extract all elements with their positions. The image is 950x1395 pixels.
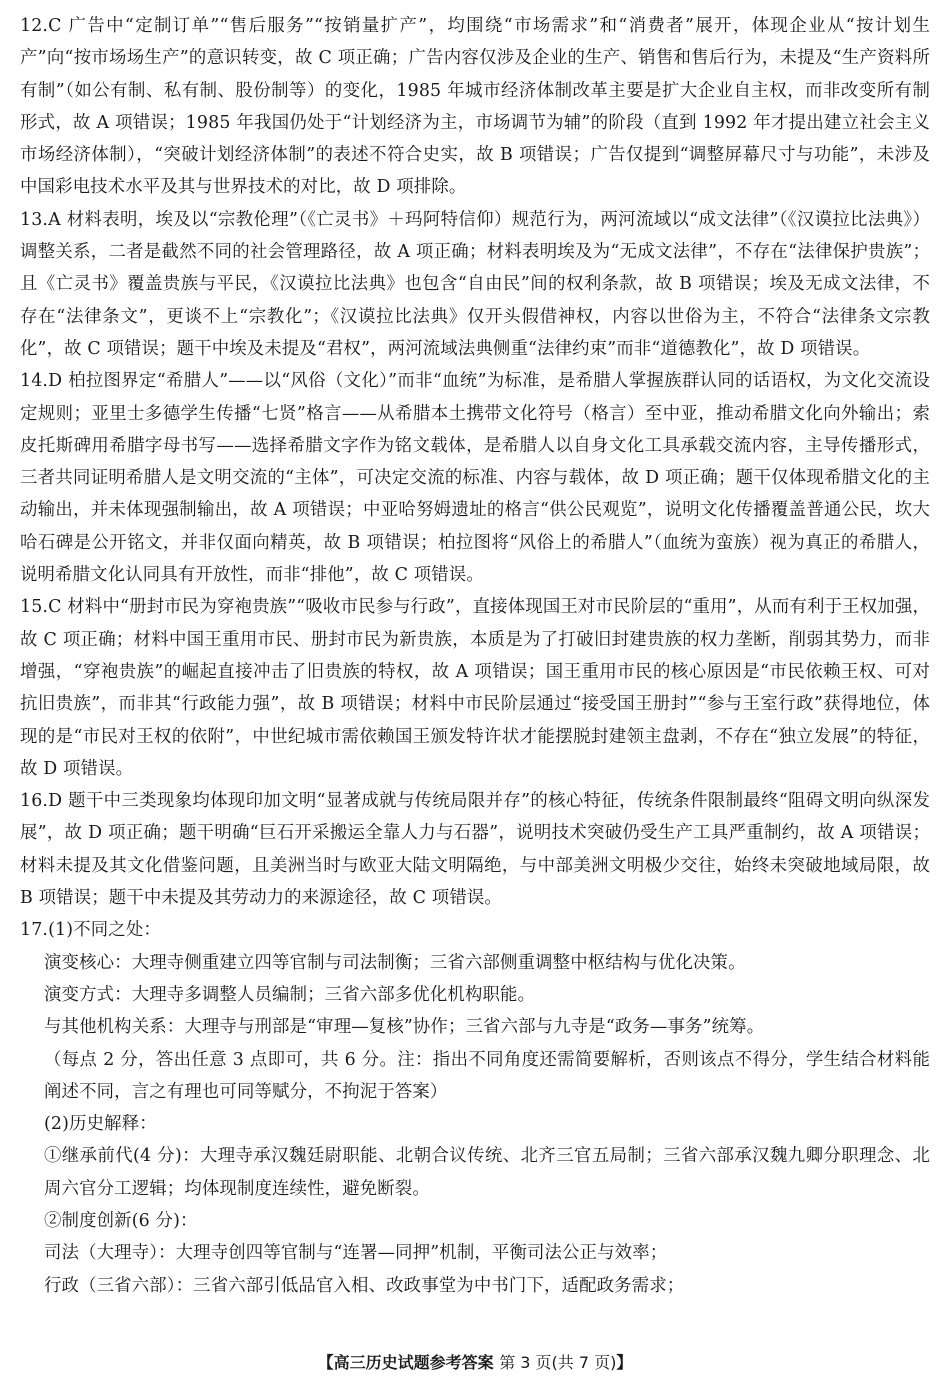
- answer-text: 材料中“册封市民为穿袍贵族”“吸收市民参与行政”，直接体现国王对市民阶层的“重用”，从而有利于王权加强，故 C 项正确；材料中国王重用市民、册封市民为新贵族，本质是为了打破旧封建贵族的权力垄断，削弱其势力，而非增强，“穿袍贵族”的崛起直接冲击了旧贵族的特权，故 A 项错误；国王重用市民的核心原因是“市民依赖王权、可对抗旧贵族”，而非其“行政能力强”，故 B 项错误；材料中市民阶层通过“接受国王册封”“参与王室行政”获得地位，体现的是“市民对王权的依附”，中世纪城市需依赖国王颁发特许状才能摆脱封建领主盘剥，不存在“独立发展”的特征，故 D 项错误。: [20, 597, 930, 779]
- answer-item-16: [20, 785, 930, 914]
- q17-line: 演变方式：大理寺多调整人员编制；三省六部多优化机构职能。: [44, 984, 536, 1005]
- answer-number: 14.D: [20, 371, 63, 392]
- footer-bracket: 】: [616, 1353, 633, 1372]
- q17-line: ②制度创新(6 分)：: [44, 1210, 198, 1231]
- answer-item-12: [20, 10, 930, 204]
- q17-line: 与其他机构关系：大理寺与刑部是“审理—复核”协作；三省六部与九寺是“政务—事务”统筹。: [44, 1017, 765, 1038]
- q17-line: 演变核心：大理寺侧重建立四等官制与司法制衡；三省六部侧重调整中枢结构与优化决策。: [44, 952, 746, 973]
- answer-item-13: [20, 204, 930, 365]
- answer-content: [20, 10, 930, 1302]
- footer-page-number: 第 3 页(共 7 页): [499, 1353, 617, 1372]
- answer-item-14: [20, 365, 930, 591]
- answer-text: 材料表明，埃及以“宗教伦理”（《亡灵书》＋玛阿特信仰）规范行为，两河流域以“成文法律”（《汉谟拉比法典》）调整关系，二者是截然不同的社会管理路径，故 A 项正确；材料表明埃及为“无成文法律”，不存在“法律保护贵族”；且《亡灵书》覆盖贵族与平民，《汉谟拉比法典》也包含“自由民”间的权利条款，故 B 项错误；埃及无成文法律，不存在“法律条文”，更谈不上“宗教化”；《汉谟拉比法典》仅开头假借神权，内容以世俗为主，不符合“法律条文宗教化”，故 C 项错误；题干中埃及未提及“君权”，两河流域法典侧重“法律约束”而非“道德教化”，故 D 项错误。: [20, 209, 930, 359]
- answer-text: 题干中三类现象均体现印加文明“显著成就与传统局限并存”的核心特征，传统条件限制最终“阻碍文明向纵深发展”，故 D 项正确；题干明确“巨石开采搬运全靠人力与石器”，说明技术突破仍受生产工具严重制约，故 A 项错误；材料未提及其文化借鉴问题，且美洲当时与欧亚大陆文明隔绝，与中部美洲文明极少交往，始终未突破地域局限，故 B 项错误；题干中未提及其劳动力的来源途径，故 C 项错误。: [20, 791, 930, 909]
- footer-title: 【高三历史试题参考答案: [317, 1353, 494, 1372]
- q17-subheading: (2)历史解释：: [44, 1114, 157, 1135]
- answer-number: 16.D: [20, 791, 63, 812]
- page-footer: [0, 1350, 950, 1373]
- answer-item-15: [20, 591, 930, 785]
- q17-line: ①继承前代(4 分)：大理寺承汉魏廷尉职能、北朝合议传统、北齐三官五局制；三省六部承汉魏九卿分职理念、北周六官分工逻辑；均体现制度连续性，避免断裂。: [44, 1146, 930, 1199]
- q17-line: 司法（大理寺）：大理寺创四等官制与“连署—同押”机制，平衡司法公正与效率；: [44, 1243, 668, 1264]
- q17-heading: 17.(1)不同之处：: [20, 920, 161, 941]
- q17-scoring-note: （每点 2 分，答出任意 3 点即可，共 6 分。注：指出不同角度还需简要解析，否则该点不得分，学生结合材料能阐述不同，言之有理也可同等赋分，不拘泥于答案）: [44, 1049, 930, 1102]
- answer-text: 柏拉图界定“希腊人”——以“风俗（文化）”而非“血统”为标准，是希腊人掌握族群认同的话语权，为文化交流设定规则；亚里士多德学生传播“七贤”格言——从希腊本土携带文化符号（格言）至中亚，推动希腊文化向外输出；索皮托斯碑用希腊字母书写——选择希腊文字作为铭文载体，是希腊人以自身文化工具承载交流内容，主导传播形式，三者共同证明希腊人是文明交流的“主体”，可决定交流的标准、内容与载体，故 D 项正确；题干仅体现希腊文化的主动输出，并未体现强制输出，故 A 项错误；中亚哈努姆遗址的格言“供公民观览”，说明文化传播覆盖普通公民，坎大哈石碑是公开铭文，并非仅面向精英，故 B 项错误；柏拉图将“风俗上的希腊人”（血统为蛮族）视为真正的希腊人，说明希腊文化认同具有开放性，而非“排他”，故 C 项错误。: [20, 371, 930, 586]
- answer-number: 12.C: [20, 16, 62, 36]
- answer-text: 广告中“定制订单”“售后服务”“按销量扩产”，均围绕“市场需求”和“消费者”展开，体现企业从“按计划生产”向“按市场场生产”的意识转变，故 C 项正确；广告内容仅涉及企业的生产、销售和售后行为，未提及“生产资料所有制”（如公有制、私有制、股份制等）的变化，1985 年城市经济体制改革主要是扩大企业自主权，而非改变所有制形式，故 A 项错误；1985 年我国仍处于“计划经济为主，市场调节为辅”的阶段（直到 1992 年才提出建立社会主义市场经济体制），“突破计划经济体制”的表述不符合史实，故 B 项错误；广告仅提到“调整屏幕尺寸与功能”，未涉及中国彩电技术水平及其与世界技术的对比，故 D 项排除。: [20, 16, 930, 198]
- answer-number: 15.C: [20, 597, 62, 618]
- q17-line: 行政（三省六部）：三省六部引低品官入相、改政事堂为中书门下，适配政务需求；: [44, 1275, 685, 1296]
- answer-number: 13.A: [20, 209, 61, 230]
